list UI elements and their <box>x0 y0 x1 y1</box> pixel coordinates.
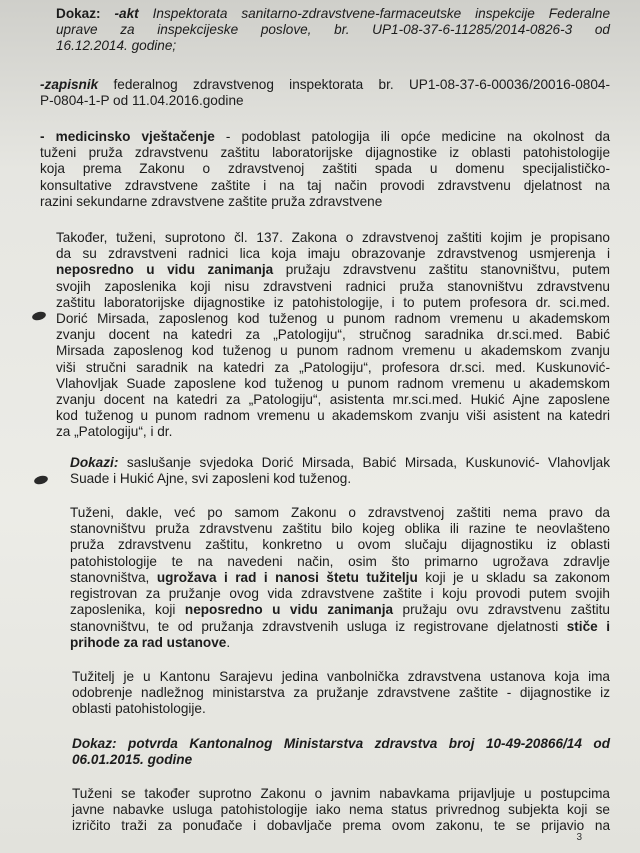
paragraph-javne-nabavke <box>40 786 610 835</box>
paragraph-dokaz-potvrda <box>40 736 610 768</box>
text-line: zaposlenika, koji neposredno u vidu zanimanja pružaju ovu zdravstvenu zaštitu <box>70 602 610 618</box>
text-line: neposredno u vidu zanimanja pružaju zdravstvenu zaštitu stanovništvu, putem <box>56 262 610 278</box>
text-line: svojih zaposlenika koji nisu zdravstveni radnici pruža stanovništvu zdravstvenu <box>56 278 610 294</box>
text-line: odobrenje nadležnog ministarstva za pružanje zdravstvene zaštite - dijagnostike iz <box>72 685 610 701</box>
text-line: stanovništvu, te od pružanja zdravstvenih usluga iz registrovane djelatnosti stiče i <box>70 618 610 634</box>
text-line: Mirsada zaposlenog kod tuženog u punom radnom vremenu u akademskom zvanju <box>56 343 610 359</box>
text-line: Također, tuženi, suprotono čl. 137. Zakona o zdravstvenoj zaštiti kojim je propisano <box>56 230 610 246</box>
page-number: 3 <box>576 832 582 843</box>
text-line: Dokaz: potvrda Kantonalnog Ministarstva zdravstva broj 10-49-20866/14 od <box>72 735 610 751</box>
paragraph-tuzitelj <box>40 669 610 718</box>
text-line: viši stručni saradnik na katedri za „Patologiju“, profesora dr.sci. med. Kuskunović- <box>56 359 610 375</box>
paragraph-dokazi <box>40 455 610 487</box>
text-line: 06.01.2015. godine <box>72 751 193 767</box>
text-line: pruža zdravstvenu zaštitu, konkretno u ovom slučaju dijagnostiku iz oblasti <box>70 537 610 553</box>
paragraph-zapisnik <box>40 77 610 109</box>
document-body <box>40 6 610 849</box>
text-line: uprave za inspekcijeske poslove, br. UP1-08-37-6-11285/2014-0826-3 od <box>56 22 610 38</box>
text-line: -zapisnik federalnog zdravstvenog inspektorata br. UP1-08-37-6-00036/20016-0804- <box>40 76 610 92</box>
text-line: stanovništva, ugrožava i rad i nanosi štetu tužitelju koji je u skladu sa zakonom <box>70 569 610 585</box>
text-line: oblasti patohistologije. <box>72 701 206 717</box>
text-line: prihode za rad ustanove. <box>70 634 231 650</box>
paragraph-dokaz-akt <box>40 6 610 55</box>
text-line: - medicinsko vještačenje - podoblast patologija ili opće medicine na okolnost da <box>40 129 611 145</box>
text-line: 16.12.2014. godine; <box>56 38 177 54</box>
text-line: Dorić Mirsada, zaposlenog kod tuženog u punom radnom vremenu u akademskom <box>56 311 610 327</box>
text-line: da su zdravstveni radnici lica koja imaju obrazovanje zdravstvenog usmjerenja i <box>56 246 610 262</box>
text-line: Dokazi: saslušanje svjedoka Dorić Mirsada, Babić Mirsada, Kuskunović- Vlahovljak <box>70 454 610 470</box>
dokaz-label: Dokaz: <box>56 6 101 21</box>
text-line: zvanju docent na katedri za „Patologiju“, stručnog saradnika dr.sci.med. Babić <box>56 327 610 343</box>
text-line: zaštitu laboratorijske dijagnostike iz patohistologije, i to putem profesora dr. sci.med. <box>56 294 610 310</box>
text-line: konsultative zdravstvene zaštite i na taj način provodi zdravstvenu djelatnost na <box>40 177 610 193</box>
text-line: javne nabavke usluga patohistologije iako nema status privrednog subjekta koji se <box>72 802 610 818</box>
text-line: za „Patologiju“, i dr. <box>56 424 173 440</box>
text-line: Vlahovljak Suade zaposlene kod tuženog u punom radnom vremenu u akademskom <box>56 375 610 391</box>
text-line: koja prema Zakonu o zdravstvenoj zaštiti spada u domenu specijalističko- <box>40 161 610 177</box>
text-line: Tuženi se također suprotno Zakonu o javnim nabavkama prijavljuje u postupcima <box>72 785 610 801</box>
paragraph-takodjer <box>40 230 610 441</box>
text-line: razini sekundarne zdravstvene zaštite pruža zdravstvene <box>40 193 383 209</box>
text-line: P-0804-1-P od 11.04.2016.godine <box>40 92 244 108</box>
paragraph-tuzeni-dakle <box>40 505 610 651</box>
paragraph-vjestacenje <box>40 129 610 210</box>
text-line: izričito traži za ponuđače i dobavljače prema ovom zakonu, te se prijavio na <box>72 818 610 834</box>
text-line: stanovništvu pruža zdravstvenu zaštitu bilo kojeg oblika ili razine te neovlašteno <box>70 521 610 537</box>
text-line: Dokaz: -akt Inspektorata sanitarno-zdravstvene-farmaceutske inspekcije Federalne <box>56 6 610 21</box>
text-line: Tužitelj je u Kantonu Sarajevu jedina vanbolnička zdravstvena ustanova koja ima <box>72 668 610 684</box>
text-line: kod tuženog u punom radnom vremenu u akademskom zvanju viši asistent na katedri <box>56 408 610 424</box>
text-line: Tuženi, dakle, već po samom Zakonu o zdravstvenoj zaštiti nema pravo da <box>70 505 610 521</box>
text-line: registrovan za pružanje ovog vida zdravstvene zaštite i koju provodi putem svojih <box>70 586 610 602</box>
text-line: Suade i Hukić Ajne, svi zaposleni kod tuženog. <box>70 470 352 486</box>
text-line: tuženi pruža zdravstvenu zaštitu laboratorijske dijagnostike iz oblasti patohistologije <box>40 145 610 161</box>
text-line: patohistologije te na navedeni način, osim što primarno ugrožava zdravlje <box>70 553 610 569</box>
text-line: zvanju docent na katedri za „Patologiju“, asistenta mr.sci.med. Hukić Ajne zaposlene <box>56 392 610 408</box>
